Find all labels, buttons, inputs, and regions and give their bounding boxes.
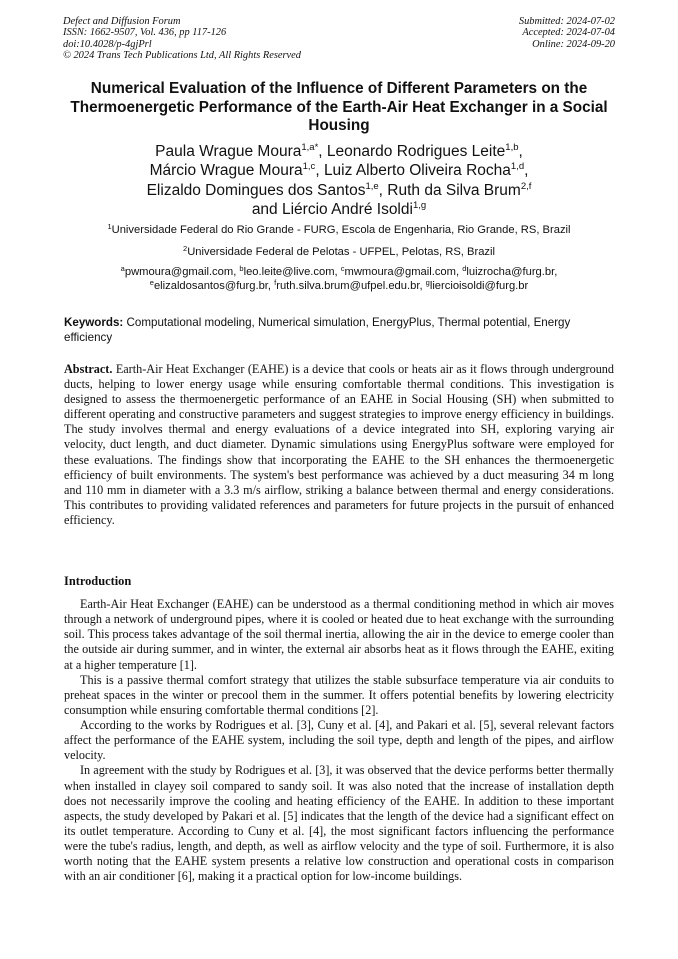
journal-name: Defect and Diffusion Forum	[63, 16, 181, 27]
author: and Liércio André Isoldi$^{1,g}$	[251, 199, 427, 218]
online-date: Online: 2024-09-20	[532, 38, 615, 50]
journal-info	[63, 16, 301, 62]
publication-dates	[519, 16, 615, 50]
author-emails	[60, 265, 618, 294]
email: $^b$leo.leite@live.com,	[239, 264, 341, 278]
author: Márcio Wrague Moura$^{1,c}$,	[149, 161, 324, 180]
submitted-date: Submitted: 2024-07-02	[518, 16, 615, 27]
journal-issn: ISSN: 1662-9507, Vol. 436, pp 117-126	[63, 27, 227, 39]
email: $^e$elizaldosantos@furg.br,	[149, 278, 275, 293]
paragraph: According to the works by Rodrigues et al. [3], Cuny et al. [4], and Pakari et al. [5], several relevant factors affect the performance of the EAHE system, including the soil type, depth and length of the pipes, and airflow velocity.	[64, 718, 614, 763]
abstract	[64, 362, 614, 528]
paragraph: This is a passive thermal comfort strategy that utilizes the stable subsurface temperature via air conduits to preheat spaces in the winter or precool them in the summer. It offers potential benefits by lowering electricity consumption while ensuring comfortable thermal conditions [2].	[64, 672, 614, 717]
affiliation: $^1$Universidade Federal do Rio Grande - FURG, Escola de Engenharia, Rio Grande, RS, Brazil	[107, 222, 571, 236]
email: $^d$luizrocha@furg.br,	[462, 264, 558, 278]
affiliation: $^2$Universidade Federal de Pelotas - UFPEL, Pelotas, RS, Brazil	[183, 244, 495, 258]
journal-copyright: © 2024 Trans Tech Publications Ltd, All Rights Reserved	[63, 50, 301, 62]
email: $^f$ruth.silva.brum@ufpel.edu.br,	[274, 278, 426, 293]
author: Paula Wrague Moura$^{1,a*}$,	[155, 142, 327, 160]
email: $^c$mwmoura@gmail.com,	[340, 264, 463, 278]
keywords-text: Computational modeling, Numerical simulation, EnergyPlus, Thermal potential, Energy efficiency	[64, 316, 571, 344]
author-list	[60, 142, 618, 219]
keywords-label: Keywords:	[64, 316, 124, 329]
author: Ruth da Silva Brum$^{2,f}$	[387, 180, 532, 199]
keywords	[64, 315, 614, 345]
journal-doi: doi:10.4028/p-4gjPrl	[63, 38, 152, 50]
paragraph: Earth-Air Heat Exchanger (EAHE) can be understood as a thermal conditioning method in which air moves through a network of underground pipes, where it is cooled or heated due to heat exchange with the surrounding soil. This process takes advantage of the soil thermal inertia, allowing the air in the device to emerge cooler than the outside air during summer, and in winter, the external air absorbs heat as it flows through the EAHE, exiting at a higher temperature [1].	[64, 597, 614, 672]
email: $^g$liercioisoldi@furg.br	[425, 278, 529, 293]
paragraph: In agreement with the study by Rodrigues et al. [3], it was observed that the device performs better thermally when installed in clayey soil compared to sandy soil. It was also noted that the increase of installation depth does not necessarily improve the cooling and heating efficiency of the EAHE. In addition to these important aspects, the study developed by Pakari et al. [5] indicates that the length of the device had a significant effect on its outlet temperature. According to Cuny et al. [4], the most significant factors influencing the performance were the tube's radius, length, and depth, as well as airflow velocity and the type of soil. Furthermore, it is also worth noting that the EAHE system presents a relative low construction and operational costs in comparison with an air conditioner [6], making it a practical option for low-income buildings.	[64, 763, 614, 884]
section-heading: Introduction	[64, 574, 132, 588]
accepted-date: Accepted: 2024-07-04	[522, 27, 615, 39]
abstract-label: Abstract.	[64, 362, 113, 376]
abstract-text: Earth-Air Heat Exchanger (EAHE) is a device that cools or heats air as it flows through underground ducts, helping to lower energy usage while ensuring comfortable thermal conditions. This investigation is designed to assess the thermoenergetic performance of an EAHE in Social Housing (SH) when submitted to different operating and constructive parameters and suggest strategies to improve energy efficiency in buildings. The study involves thermal and energy evaluations of a device integrated into SH, exploring varying air velocity, duct length, and duct diameter. Dynamic simulations using EnergyPlus software were employed for these evaluations. The findings show that incorporating the EAHE to the SH enhances the thermoenergetic efficiency of built environments. The system's best performance was achieved by a duct measuring 34 m long and 110 mm in diameter with a 3.3 m/s airflow, striking a balance between thermal and energy considerations. This contributes to providing validated references and parameters for future projects in the pursuit of enhanced efficiency.	[64, 362, 614, 527]
email: $^a$pwmoura@gmail.com,	[120, 264, 240, 278]
author: Leonardo Rodrigues Leite$^{1,b}$,	[326, 142, 523, 160]
author: Elizaldo Domingues dos Santos$^{1,e}$,	[146, 180, 388, 199]
paper-title: Numerical Evaluation of the Influence of Different Parameters on the Thermoenergetic Performance of the Earth-Air Heat Exchanger in a Social Housing	[70, 80, 608, 135]
author: Luiz Alberto Oliveira Rocha$^{1,d}$,	[323, 161, 529, 180]
introduction-body	[64, 597, 614, 884]
